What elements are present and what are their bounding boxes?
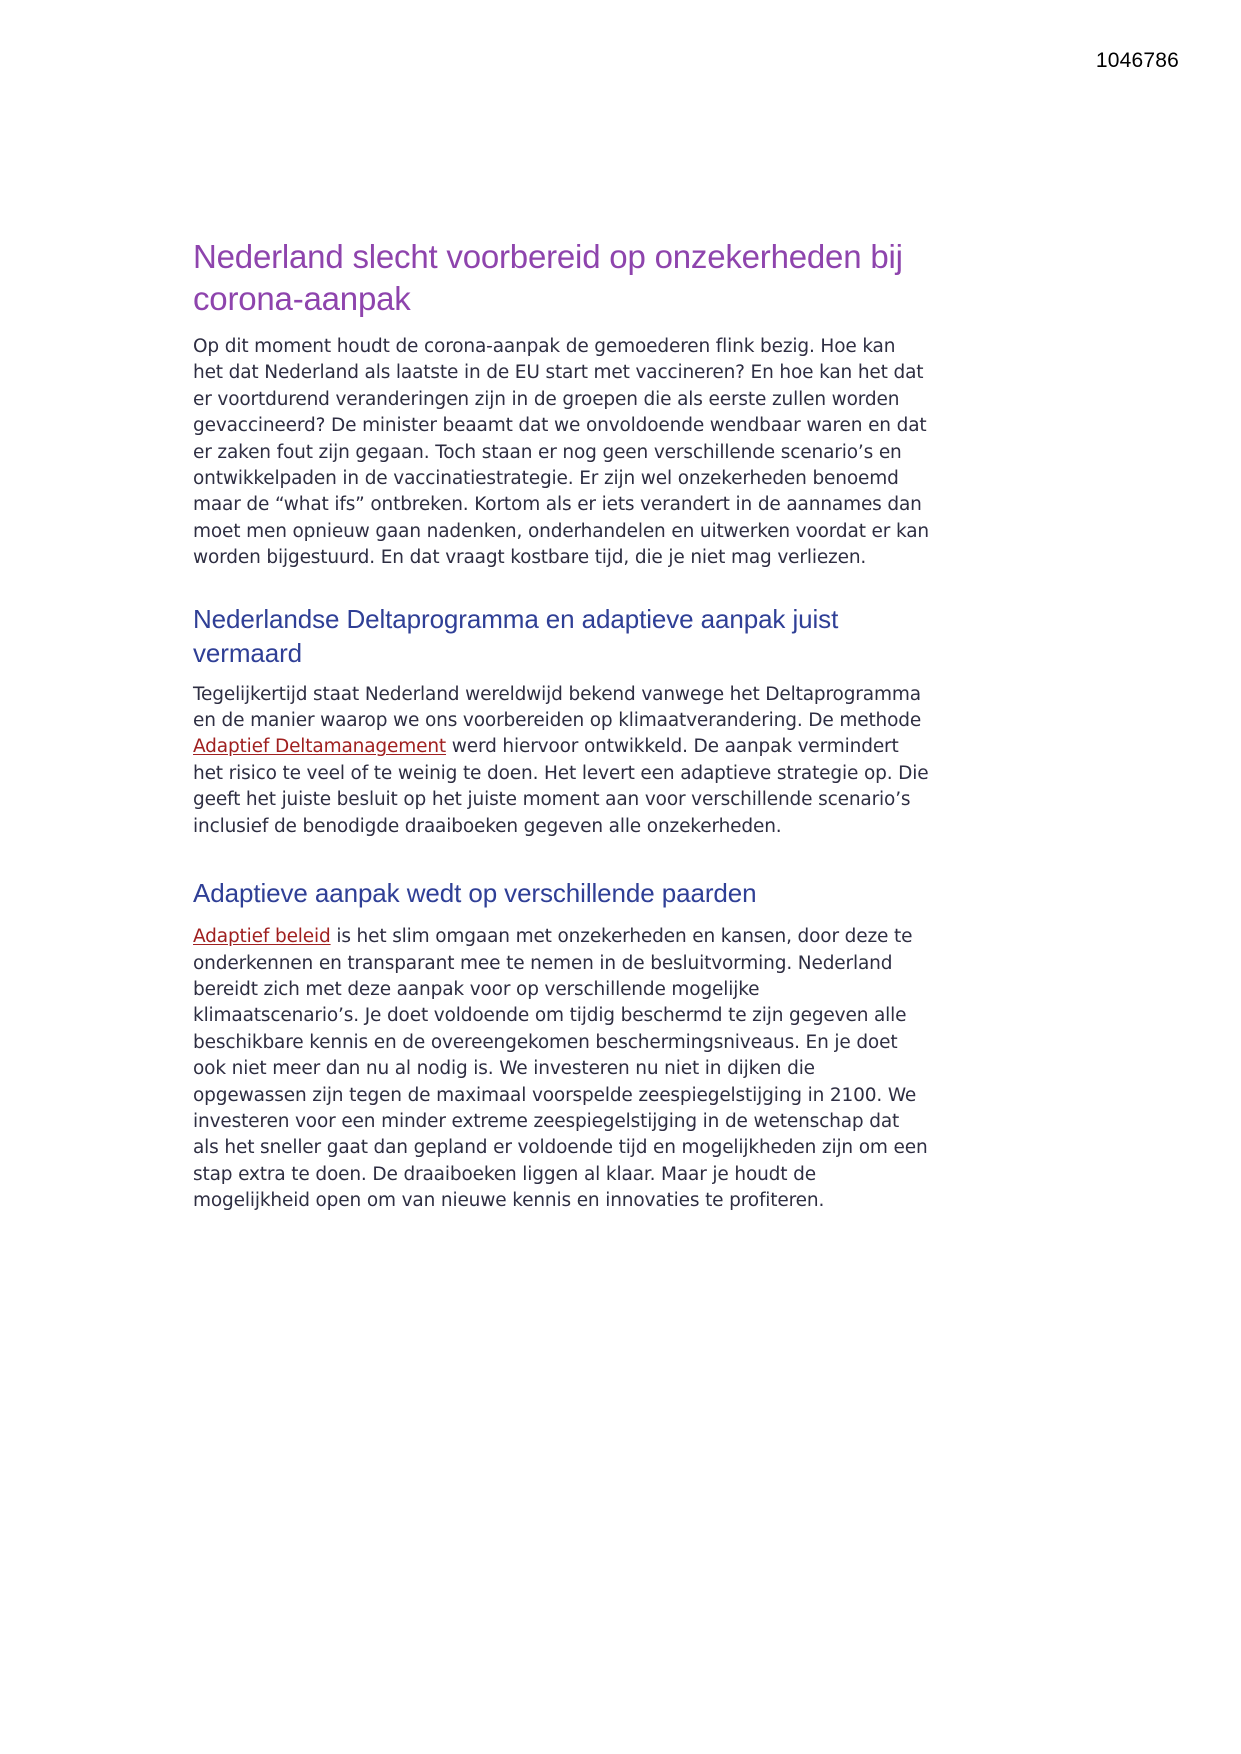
section-heading-adaptieve-aanpak: Adaptieve aanpak wedt op verschillende paarden <box>193 878 757 909</box>
page-title: Nederland slecht voorbereid op onzekerheden bij corona-aanpak <box>193 238 903 317</box>
section-heading-deltaprogramma: Nederlandse Deltaprogramma en adaptieve aanpak juist vermaard <box>193 603 839 668</box>
link-adaptief-beleid[interactable]: Adaptief beleid <box>193 926 331 948</box>
section-paragraph-deltaprogramma <box>193 682 929 840</box>
paragraph-text-after-link: werd hiervoor ontwikkeld. De aanpak vermindert het risico te veel of te weinig te doen. Het levert een adaptieve strategie op. Die geeft het juiste besluit op het juiste moment aan voor verschillende scenario’s inclusief de benodigde draaiboeken gegeven alle onzekerheden. <box>193 736 929 837</box>
paragraph-text-before-link: Tegelijkertijd staat Nederland wereldwijd bekend vanwege het Deltaprogramma en de manier waarop we ons voorbereiden op klimaatverandering. De methode <box>193 683 922 732</box>
link-adaptief-deltamanagement[interactable]: Adaptief Deltamanagement <box>193 736 447 758</box>
section-paragraph-adaptieve-aanpak <box>193 924 929 1214</box>
document-content <box>193 236 929 1215</box>
intro-paragraph: Op dit moment houdt de corona-aanpak de gemoederen flink bezig. Hoe kan het dat Nederland als laatste in de EU start met vaccineren? En hoe kan het dat er voortdurend veranderingen zijn in de groepen die als eerste zullen worden gevaccineerd? De minister beaamt dat we onvoldoende wendbaar waren en dat er zaken fout zijn gegaan. Toch staan er nog geen verschillende scenario’s en ontwikkelpaden in de vaccinatiestrategie. Er zijn wel onzekerheden benoemd maar de “what ifs” ontbreken. Kortom als er iets verandert in de aannames dan moet men opnieuw gaan nadenken, onderhandelen en uitwerken voordat er kan worden bijgestuurd. En dat vraagt kostbare tijd, die je niet mag verliezen. <box>193 336 929 569</box>
page-header-number: 1046786 <box>1095 49 1179 72</box>
paragraph-text-after-link: is het slim omgaan met onzekerheden en kansen, door deze te onderkennen en transparant mee te nemen in de besluitvorming. Nederland bereidt zich met deze aanpak voor op verschillende mogelijke klimaatscenario’s. Je doet voldoende om tijdig beschermd te zijn gegeven alle beschikbare kennis en de overeengekomen beschermingsniveaus. En je doet ook niet meer dan nu al nodig is. We investeren nu niet in dijken die opgewassen zijn tegen de maximaal voorspelde zeespiegelstijging in 2100. We investeren voor een minder extreme zeespiegelstijging in de wetenschap dat als het sneller gaat dan gepland er voldoende tijd en mogelijkheden zijn om een stap extra te doen. De draaiboeken liggen al klaar. Maar je houdt de mogelijkheid open om van nieuwe kennis en innovaties te profiteren. <box>193 926 928 1212</box>
